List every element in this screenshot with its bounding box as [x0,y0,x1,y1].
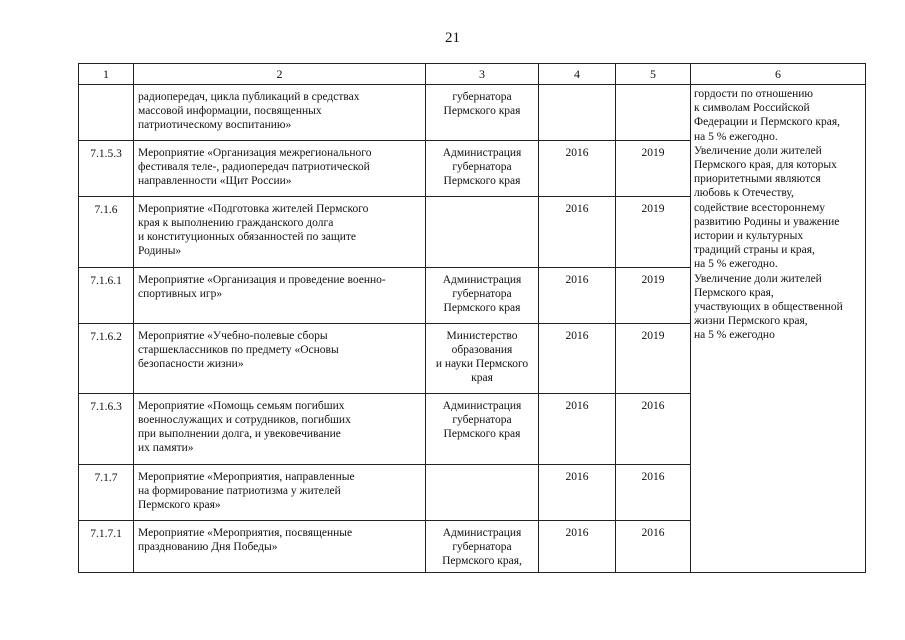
measure-description: Мероприятие «Подготовка жителей Пермского края к выполнению гражданского долга и конституционных обязанностей по защите Родины» [134,197,426,268]
start-year: 2016 [539,268,616,324]
table-header-row [79,64,866,85]
column-header: 1 [79,64,134,85]
end-year: 2019 [616,324,691,394]
end-year: 2016 [616,394,691,465]
page-number: 21 [445,30,460,46]
column-header: 5 [616,64,691,85]
start-year: 2016 [539,521,616,573]
measure-number [79,85,134,141]
measure-description: Мероприятие «Организация и проведение военно- спортивных игр» [134,268,426,324]
end-year: 2016 [616,521,691,573]
start-year: 2016 [539,394,616,465]
start-year: 2016 [539,324,616,394]
column-header: 4 [539,64,616,85]
executor: Администрация губернатора Пермского края, [426,521,539,573]
start-year [539,85,616,141]
measure-number: 7.1.6 [79,197,134,268]
executor: Администрация губернатора Пермского края [426,141,539,197]
measure-number: 7.1.6.2 [79,324,134,394]
measure-description: Мероприятие «Мероприятия, направленные на формирование патриотизма у жителей Пермского края» [134,465,426,521]
column-header: 3 [426,64,539,85]
end-year: 2019 [616,197,691,268]
start-year: 2016 [539,465,616,521]
end-year: 2019 [616,141,691,197]
measure-number: 7.1.7 [79,465,134,521]
column-header: 2 [134,64,426,85]
measures-table [78,63,866,573]
start-year: 2016 [539,197,616,268]
executor [426,197,539,268]
measure-description: радиопередач, цикла публикаций в средствах массовой информации, посвященных патриотическому воспитанию» [134,85,426,141]
end-year: 2019 [616,268,691,324]
executor: Министерство образования и науки Пермского края [426,324,539,394]
measure-description: Мероприятие «Учебно-полевые сборы старшеклассников по предмету «Основы безопасности жизни» [134,324,426,394]
column-header: 6 [691,64,866,85]
executor [426,465,539,521]
measure-description: Мероприятие «Помощь семьям погибших военнослужащих и сотрудников, погибших при выполнении долга, и увековечивание их памяти» [134,394,426,465]
start-year: 2016 [539,141,616,197]
measure-number: 7.1.7.1 [79,521,134,573]
end-year: 2016 [616,465,691,521]
measure-number: 7.1.6.3 [79,394,134,465]
target-indicator: гордости по отношению к символам Российской Федерации и Пермского края, на 5 % ежегодно. Увеличение доли жителей Пермского края, для которых приоритетными являются любовь к Отечеству, содействие всестороннему развитию Родины и уважение истории и культурных традиций страны и края, на 5 % ежегодно. Увеличение доли жителей Пермского края, участвующих в общественной жизни Пермского края, на 5 % ежегодно [691,85,866,573]
measure-description: Мероприятие «Организация межрегионального фестиваля теле-, радиопередач патриотической направленности «Щит России» [134,141,426,197]
executor: Администрация губернатора Пермского края [426,268,539,324]
executor: губернатора Пермского края [426,85,539,141]
executor: Администрация губернатора Пермского края [426,394,539,465]
end-year [616,85,691,141]
measure-number: 7.1.5.3 [79,141,134,197]
measure-description: Мероприятие «Мероприятия, посвященные празднованию Дня Победы» [134,521,426,573]
table-row [79,85,866,141]
measure-number: 7.1.6.1 [79,268,134,324]
